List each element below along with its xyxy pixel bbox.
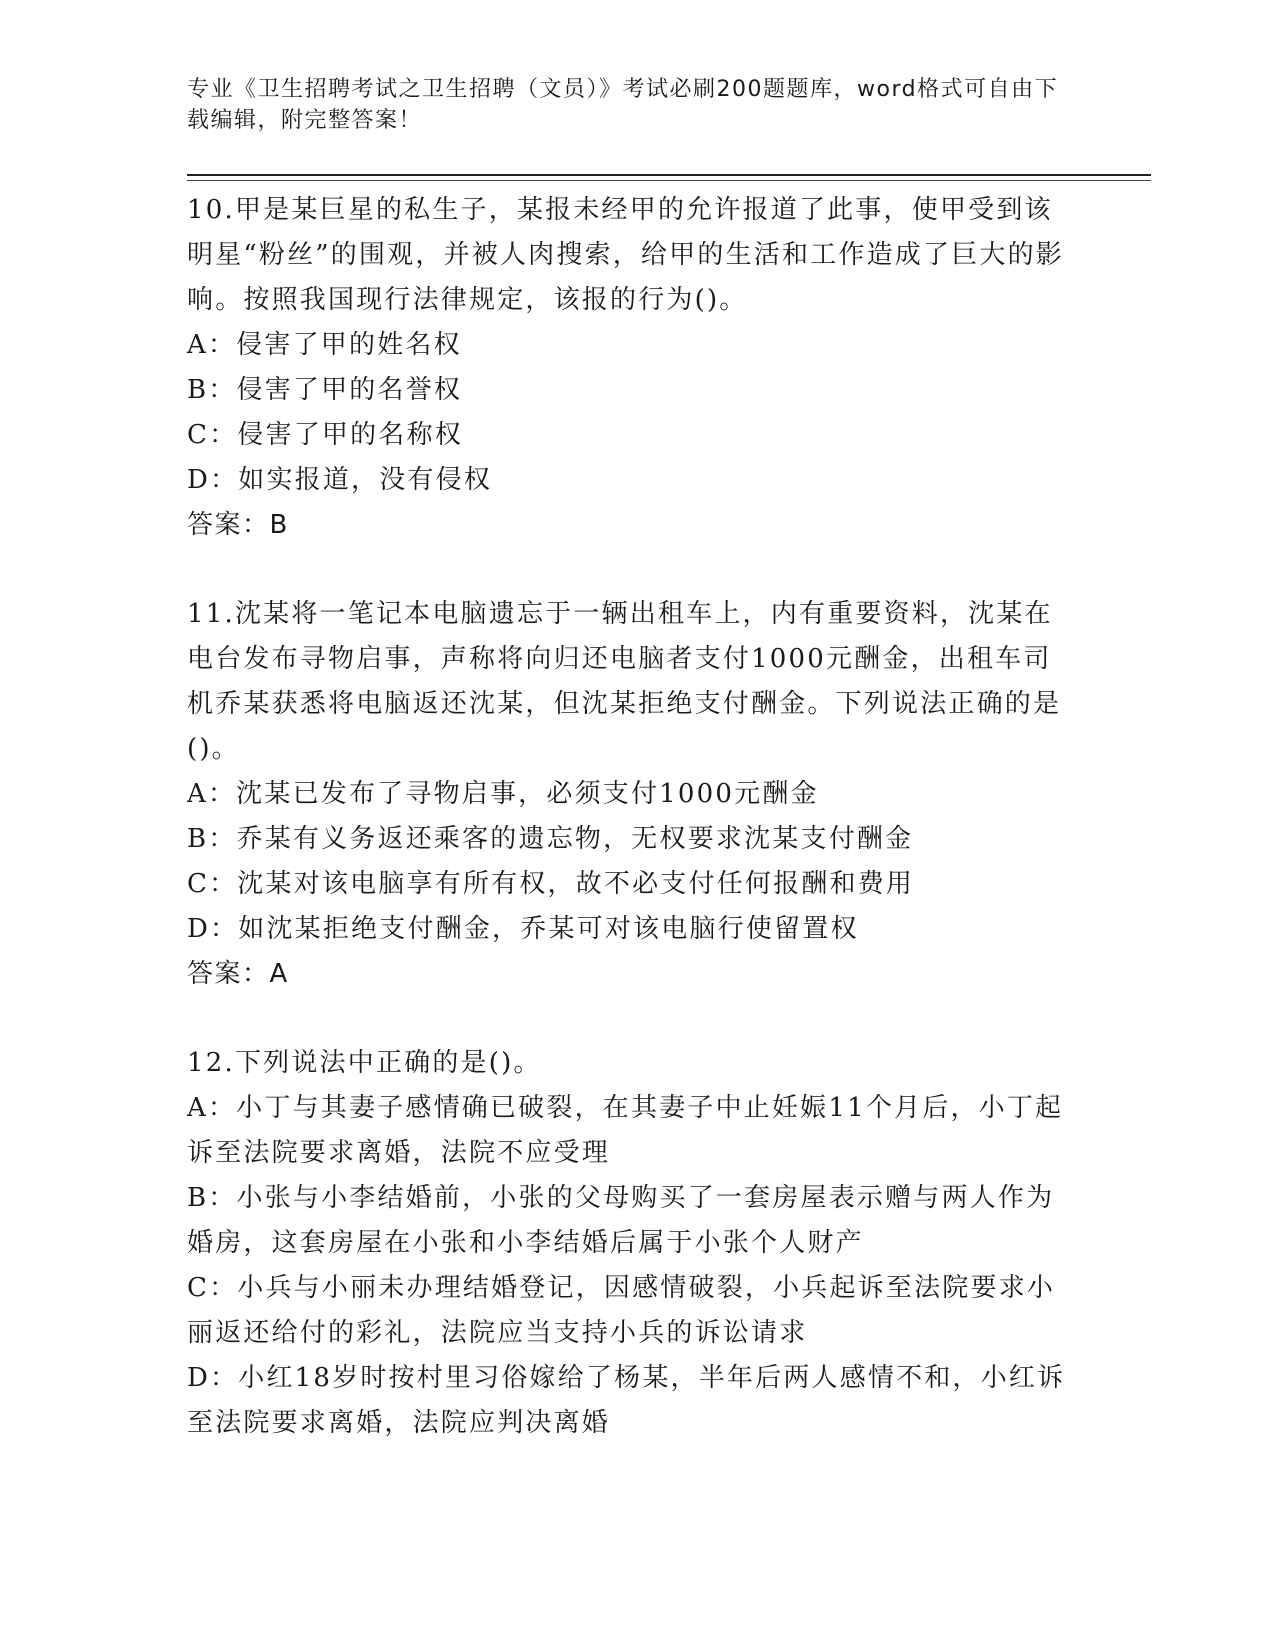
option-d: D：如实报道，没有侵权: [187, 465, 493, 495]
question-stem: 10.甲是某巨星的私生子，某报未经甲的允许报道了此事，使甲受到该明星“粉丝”的围观，并被人肉搜索，给甲的生活和工作造成了巨大的影响。按照我国现行法律规定，该报的行为()。: [187, 195, 1064, 315]
option-c: C：小兵与小丽未办理结婚登记，因感情破裂，小兵起诉至法院要求小丽返还给付的彩礼，法院应当支持小兵的诉讼请求: [187, 1273, 1056, 1348]
option-b: B：乔某有义务返还乘客的遗忘物，无权要求沈某支付酬金: [187, 824, 914, 854]
question-10: [187, 188, 1077, 548]
header-divider-thin: [187, 180, 1151, 181]
option-d: D：小红18岁时按村里习俗嫁给了杨某，半年后两人感情不和，小红诉至法院要求离婚，法院应判决离婚: [187, 1363, 1066, 1438]
option-a: A：沈某已发布了寻物启事，必须支付1000元酬金: [187, 779, 819, 809]
question-stem: 11.沈某将一笔记本电脑遗忘于一辆出租车上，内有重要资料，沈某在电台发布寻物启事，声称将向归还电脑者支付1000元酬金，出租车司机乔某获悉将电脑返还沈某，但沈某拒绝支付酬金。下列说法正确的是()。: [187, 599, 1062, 764]
document-header: 专业《卫生招聘考试之卫生招聘（文员）》考试必刷200题题库，word格式可自由下载编辑，附完整答案！: [187, 77, 1059, 133]
option-c: C：沈某对该电脑享有所有权，故不必支付任何报酬和费用: [187, 869, 915, 899]
option-b: B：侵害了甲的名誉权: [187, 375, 463, 405]
option-a: A：侵害了甲的姓名权: [187, 330, 462, 360]
option-c: C：侵害了甲的名称权: [187, 420, 463, 450]
question-11: [187, 592, 1077, 997]
answer-label: 答案：B: [187, 510, 289, 540]
answer-label: 答案：A: [187, 959, 289, 989]
option-b: B：小张与小李结婚前，小张的父母购买了一套房屋表示赠与两人作为婚房，这套房屋在小张和小李结婚后属于小张个人财产: [187, 1183, 1055, 1258]
question-spacer: [187, 997, 1077, 1041]
question-12: [187, 1041, 1077, 1446]
question-stem: 12.下列说法中正确的是()。: [187, 1048, 542, 1078]
option-d: D：如沈某拒绝支付酬金，乔某可对该电脑行使留置权: [187, 914, 859, 944]
question-spacer: [187, 548, 1077, 592]
header-divider-thick: [187, 174, 1151, 176]
question-list: [187, 188, 1077, 1446]
option-a: A：小丁与其妻子感情确已破裂，在其妻子中止妊娠11个月后，小丁起诉至法院要求离婚，法院不应受理: [187, 1093, 1064, 1168]
